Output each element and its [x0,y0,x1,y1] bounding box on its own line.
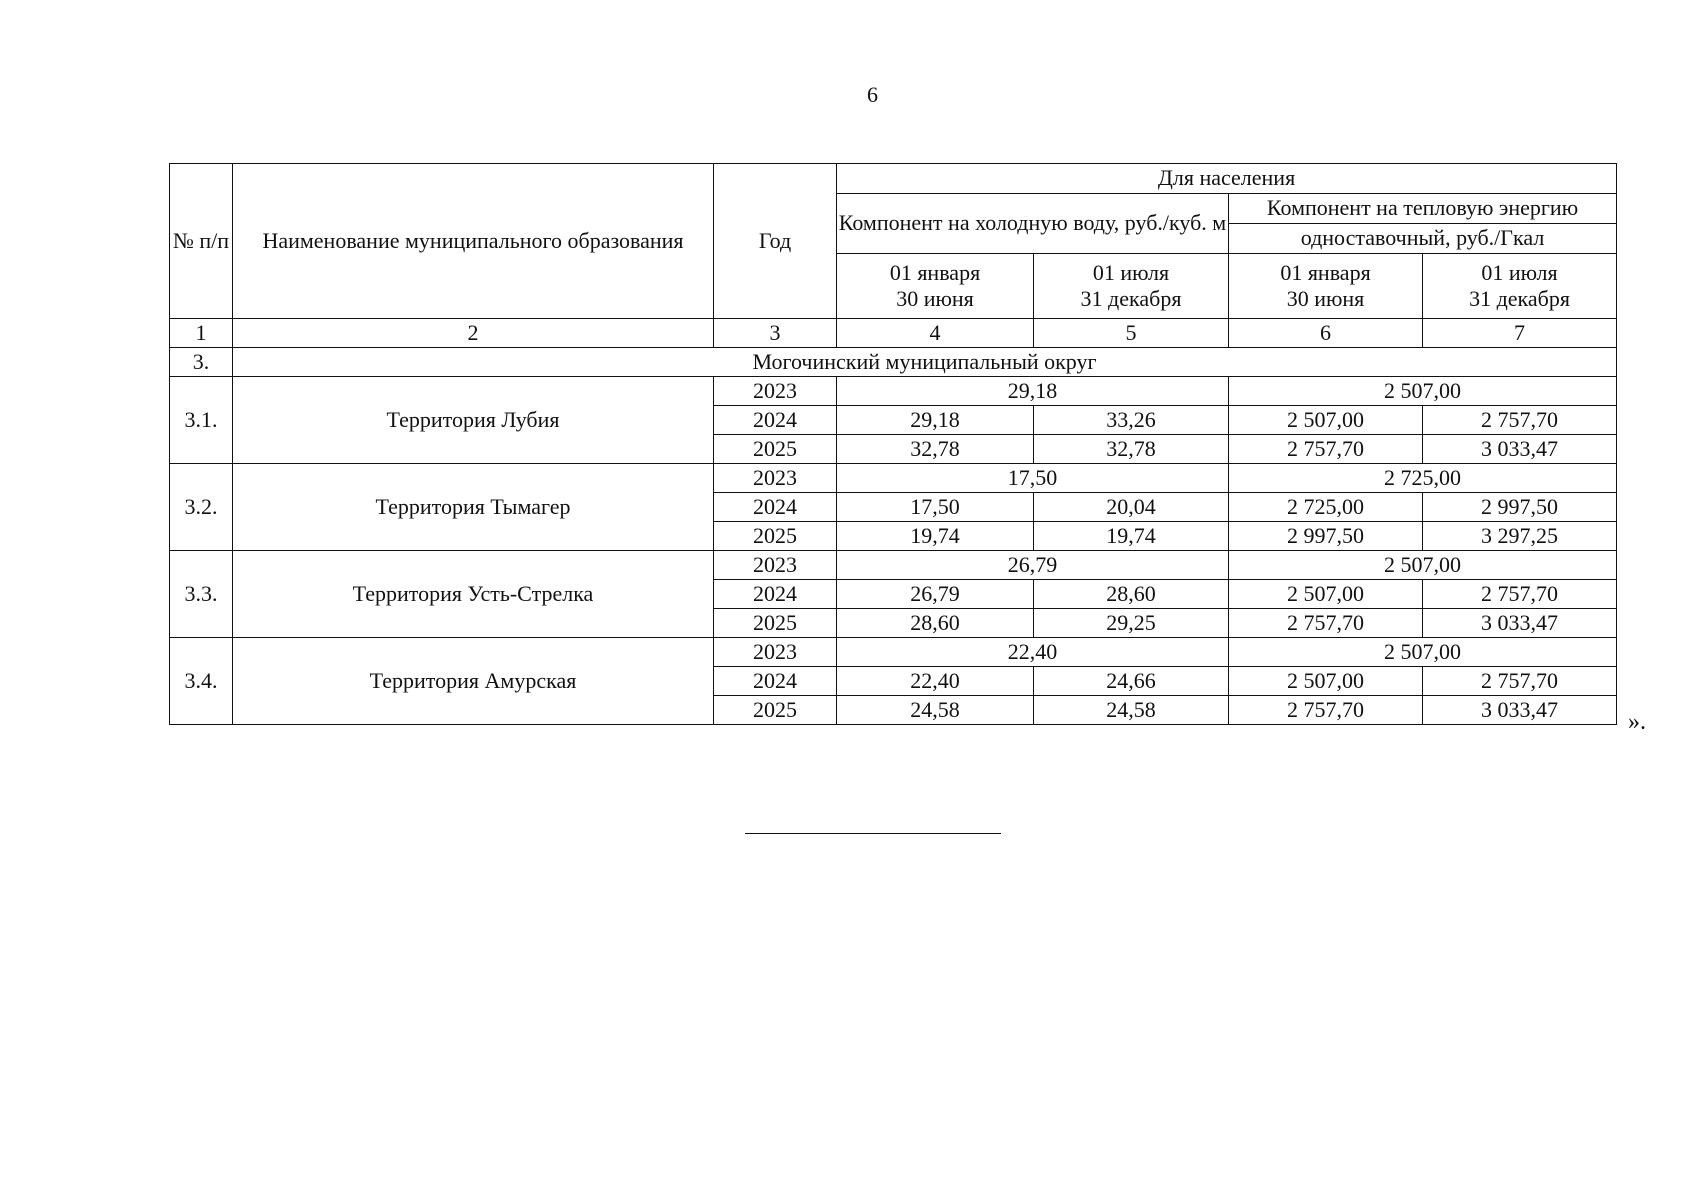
year-cell: 2024 [714,406,837,435]
header-heat-component: Компонент на тепловую энергию [1229,194,1617,224]
year-cell: 2024 [714,667,837,696]
territory-number: 3.1. [170,377,233,464]
header-population: Для населения [837,164,1617,194]
column-number: 4 [837,319,1034,348]
page-number: 6 [867,82,878,107]
period-to: 31 декабря [1469,286,1570,311]
water-value: 32,78 [837,435,1034,464]
header-period [1229,254,1423,319]
period-from: 01 июля [1092,259,1170,285]
year-cell: 2024 [714,580,837,609]
header-period [1034,254,1229,319]
water-value: 22,40 [837,638,1229,667]
water-value: 33,26 [1034,406,1229,435]
territory-number: 3.4. [170,638,233,725]
heat-value: 2 507,00 [1229,580,1423,609]
group-number: 3. [170,348,233,377]
heat-value: 2 997,50 [1423,493,1617,522]
territory-name: Территория Амурская [233,638,714,725]
territory-name: Территория Тымагер [233,464,714,551]
water-value: 24,66 [1034,667,1229,696]
heat-value: 3 033,47 [1423,435,1617,464]
heat-value: 2 757,70 [1423,580,1617,609]
heat-value: 3 297,25 [1423,522,1617,551]
year-cell: 2025 [714,522,837,551]
water-value: 19,74 [837,522,1034,551]
year-cell: 2025 [714,435,837,464]
closing-quote: ». [1628,709,1646,735]
territory-number: 3.2. [170,464,233,551]
heat-value: 2 725,00 [1229,493,1423,522]
tariff-table [169,163,1617,725]
heat-value: 2 507,00 [1229,406,1423,435]
heat-value: 3 033,47 [1423,696,1617,725]
year-cell: 2023 [714,551,837,580]
year-cell: 2023 [714,377,837,406]
water-value: 26,79 [837,580,1034,609]
heat-value: 3 033,47 [1423,609,1617,638]
heat-value: 2 757,70 [1423,406,1617,435]
water-value: 22,40 [837,667,1034,696]
header-heat-rate: одноставочный, руб./Гкал [1229,224,1617,254]
water-value: 29,18 [837,377,1229,406]
water-value: 26,79 [837,551,1229,580]
heat-value: 2 757,70 [1229,696,1423,725]
heat-value: 2 997,50 [1229,522,1423,551]
column-number: 3 [714,319,837,348]
period-from: 01 января [889,259,981,285]
footer-divider [745,833,1001,834]
period-to: 30 июня [896,286,974,311]
heat-value: 2 507,00 [1229,551,1617,580]
year-cell: 2023 [714,638,837,667]
header-period [1423,254,1617,319]
column-number: 6 [1229,319,1423,348]
header-col-year: Год [714,164,837,319]
year-cell: 2023 [714,464,837,493]
header-water-component: Компонент на холодную воду, руб./куб. м [837,194,1229,254]
column-number: 1 [170,319,233,348]
water-value: 24,58 [837,696,1034,725]
water-value: 32,78 [1034,435,1229,464]
header-col-no: № п/п [170,164,233,319]
water-value: 17,50 [837,464,1229,493]
period-to: 30 июня [1286,286,1365,311]
column-number: 5 [1034,319,1229,348]
column-number: 2 [233,319,714,348]
heat-value: 2 507,00 [1229,638,1617,667]
year-cell: 2024 [714,493,837,522]
group-name: Могочинский муниципальный округ [233,348,1617,377]
heat-value: 2 507,00 [1229,377,1617,406]
header-period [837,254,1034,319]
water-value: 24,58 [1034,696,1229,725]
water-value: 29,18 [837,406,1034,435]
heat-value: 2 507,00 [1229,667,1423,696]
heat-value: 2 757,70 [1229,435,1423,464]
heat-value: 2 757,70 [1423,667,1617,696]
period-from: 01 июля [1481,259,1558,285]
territory-number: 3.3. [170,551,233,638]
column-number: 7 [1423,319,1617,348]
year-cell: 2025 [714,609,837,638]
water-value: 28,60 [837,609,1034,638]
water-value: 29,25 [1034,609,1229,638]
water-value: 20,04 [1034,493,1229,522]
period-to: 31 декабря [1080,286,1182,311]
header-col-name: Наименование муниципального образования [233,164,714,319]
water-value: 19,74 [1034,522,1229,551]
territory-name: Территория Лубия [233,377,714,464]
heat-value: 2 757,70 [1229,609,1423,638]
territory-name: Территория Усть-Стрелка [233,551,714,638]
year-cell: 2025 [714,696,837,725]
heat-value: 2 725,00 [1229,464,1617,493]
water-value: 17,50 [837,493,1034,522]
period-from: 01 января [1280,259,1371,285]
water-value: 28,60 [1034,580,1229,609]
